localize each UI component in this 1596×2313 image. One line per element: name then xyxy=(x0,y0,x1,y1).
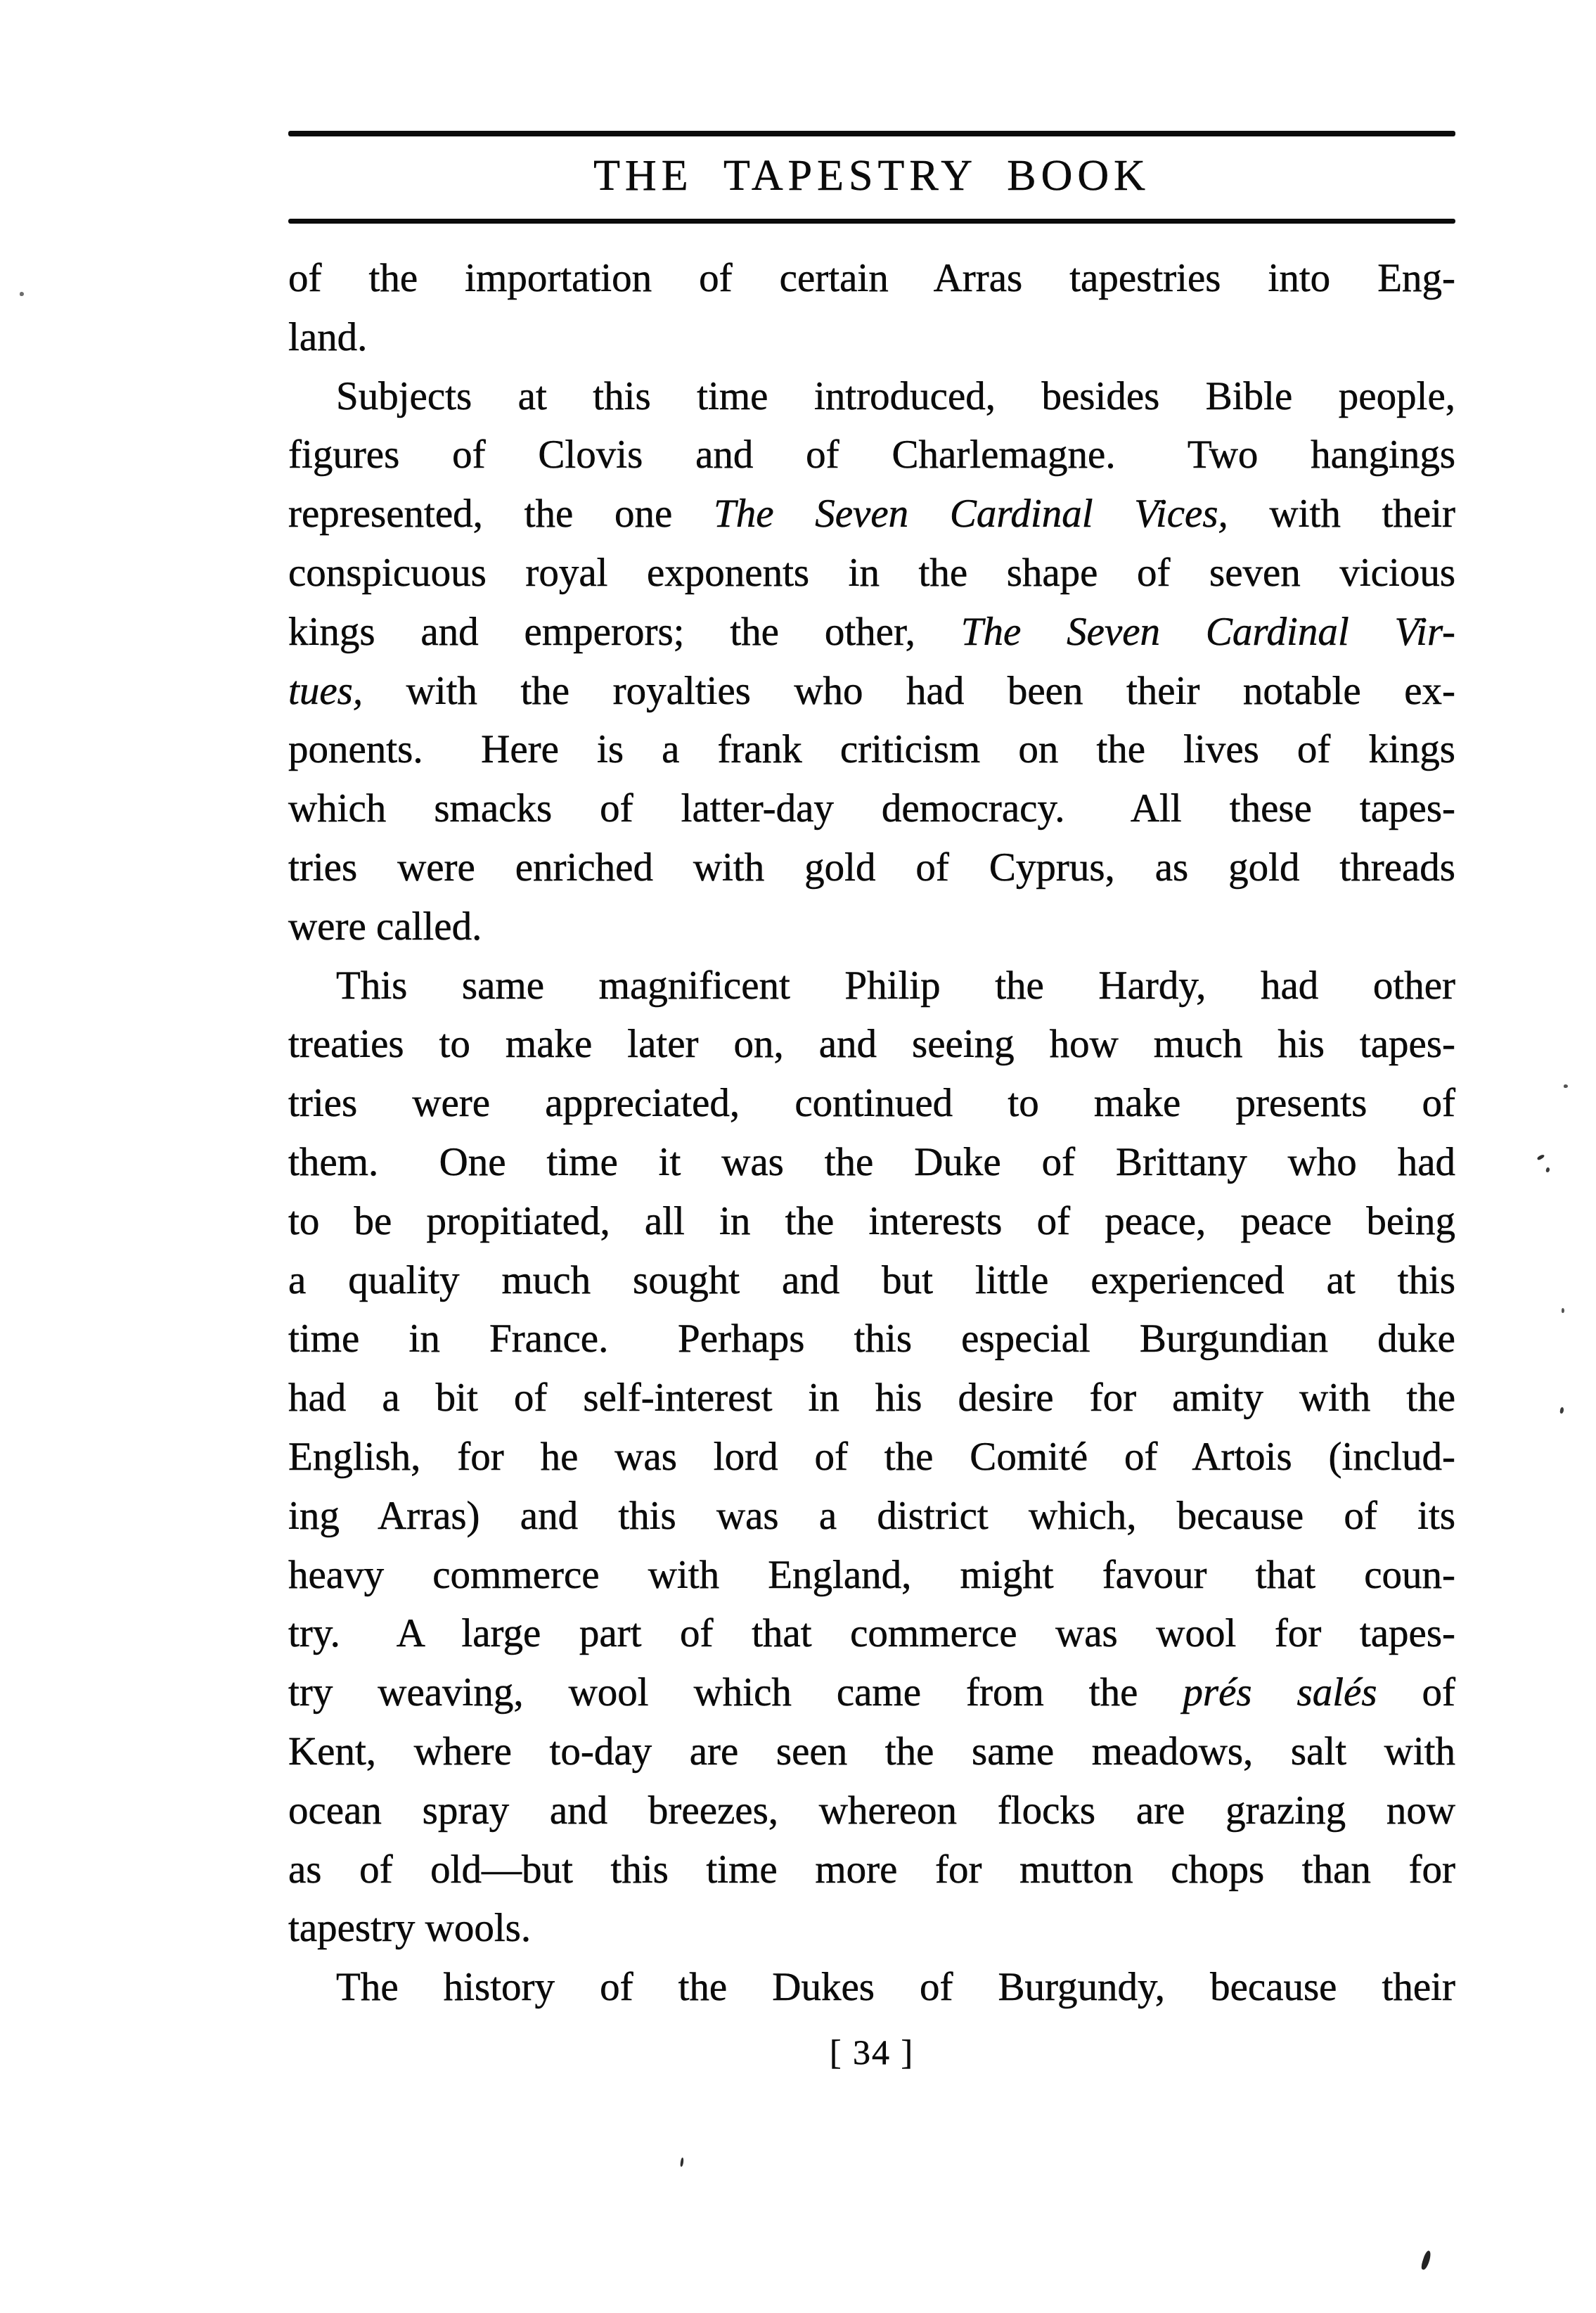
text-segment: which smacks of latter-day democracy. All these tapes- xyxy=(288,786,1455,831)
text-segment: tries were appreciated, continued to make presents of xyxy=(288,1081,1455,1126)
scan-speck xyxy=(1559,1407,1564,1414)
text-segment: with their xyxy=(1228,492,1455,537)
italic-text-segment: The Seven Cardinal Vices, xyxy=(714,492,1228,537)
scan-speck xyxy=(20,292,24,296)
text-segment: The history of the Dukes of Burgundy, because their xyxy=(336,1965,1455,2010)
text-line xyxy=(288,425,1455,485)
text-segment: English, for he was lord of the Comité of Artois (includ- xyxy=(288,1434,1455,1479)
text-segment: them. One time it was the Duke of Brittany who had xyxy=(288,1139,1455,1184)
text-segment: tries were enriched with gold of Cyprus, as gold threads xyxy=(288,845,1455,890)
scan-speck xyxy=(1536,1154,1545,1161)
text-segment: figures of Clovis and of Charlemagne. Two hangings xyxy=(288,433,1455,478)
text-line xyxy=(288,1899,1455,1958)
text-segment: try. A large part of that commerce was wool for tapes- xyxy=(288,1611,1455,1656)
text-line xyxy=(288,1074,1455,1133)
text-line xyxy=(288,779,1455,838)
text-segment: kings and emperors; the other, xyxy=(288,609,961,654)
header-rule-bottom xyxy=(288,219,1455,224)
page-title: THE TAPESTRY BOOK xyxy=(593,152,1150,200)
text-segment: as of old—but this time more for mutton chops than for xyxy=(288,1847,1455,1892)
scan-speck xyxy=(1562,1308,1564,1313)
text-segment: tapestry wools. xyxy=(288,1906,532,1951)
text-line xyxy=(288,1133,1455,1192)
text-line xyxy=(288,1546,1455,1605)
text-segment: try weaving, wool which came from the xyxy=(288,1670,1183,1715)
text-segment: treaties to make later on, and seeing how much his tapes- xyxy=(288,1022,1455,1067)
text-line xyxy=(288,249,1455,308)
body-text xyxy=(288,249,1455,2017)
scan-speck xyxy=(1545,1167,1550,1172)
text-segment: had a bit of self-interest in his desire for amity with the xyxy=(288,1376,1455,1421)
text-segment: This same magnificent Philip the Hardy, had other xyxy=(336,963,1455,1008)
scan-speck xyxy=(680,2158,684,2167)
text-segment: time in France. Perhaps this especial Burgundian duke xyxy=(288,1316,1455,1361)
italic-text-segment: The Seven Cardinal Vir- xyxy=(960,609,1455,654)
text-line xyxy=(288,1604,1455,1663)
text-line xyxy=(288,1840,1455,1899)
text-line xyxy=(288,720,1455,779)
header-rule-top xyxy=(288,131,1455,136)
text-line xyxy=(288,1428,1455,1487)
scan-speck xyxy=(1420,2250,1432,2270)
text-line xyxy=(288,603,1455,662)
text-line xyxy=(288,838,1455,897)
text-segment: to be propitiated, all in the interests of peace, peace being xyxy=(288,1198,1455,1243)
text-line xyxy=(288,1663,1455,1722)
scan-speck xyxy=(1564,1084,1568,1088)
text-segment: a quality much sought and but little experienced at this xyxy=(288,1257,1455,1302)
text-segment: of the importation of certain Arras tapestries into Eng- xyxy=(288,256,1455,300)
text-line xyxy=(288,1487,1455,1546)
text-segment: represented, the one xyxy=(288,492,714,537)
text-segment: ocean spray and breezes, whereon flocks are grazing now xyxy=(288,1788,1455,1833)
text-line xyxy=(288,1958,1455,2017)
text-line xyxy=(288,956,1455,1015)
text-line xyxy=(288,662,1455,721)
text-line xyxy=(288,1192,1455,1251)
page-number: [ 34 ] xyxy=(829,2032,915,2072)
text-line xyxy=(288,308,1455,367)
text-segment: land. xyxy=(288,314,368,359)
text-line xyxy=(288,544,1455,603)
text-line xyxy=(288,1722,1455,1781)
text-segment: of xyxy=(1377,1670,1455,1715)
text-segment: heavy commerce with England, might favour that coun- xyxy=(288,1552,1455,1597)
text-line xyxy=(288,485,1455,544)
text-segment: conspicuous royal exponents in the shape of seven vicious xyxy=(288,550,1455,595)
text-segment: Kent, where to-day are seen the same meadows, salt with xyxy=(288,1729,1455,1774)
text-segment: ponents. Here is a frank criticism on the lives of kings xyxy=(288,727,1455,772)
text-line xyxy=(288,1369,1455,1428)
text-line xyxy=(288,1309,1455,1369)
text-segment: with the royalties who had been their notable ex- xyxy=(363,668,1455,713)
text-line xyxy=(288,1015,1455,1074)
text-line xyxy=(288,367,1455,426)
text-line xyxy=(288,897,1455,956)
italic-text-segment: prés salés xyxy=(1183,1670,1377,1715)
text-segment: ing Arras) and this was a district which, because of its xyxy=(288,1493,1455,1538)
text-segment: Subjects at this time introduced, besides Bible people, xyxy=(336,373,1455,418)
text-line xyxy=(288,1781,1455,1840)
italic-text-segment: tues, xyxy=(288,668,363,713)
text-segment: were called. xyxy=(288,904,482,949)
text-line xyxy=(288,1251,1455,1310)
